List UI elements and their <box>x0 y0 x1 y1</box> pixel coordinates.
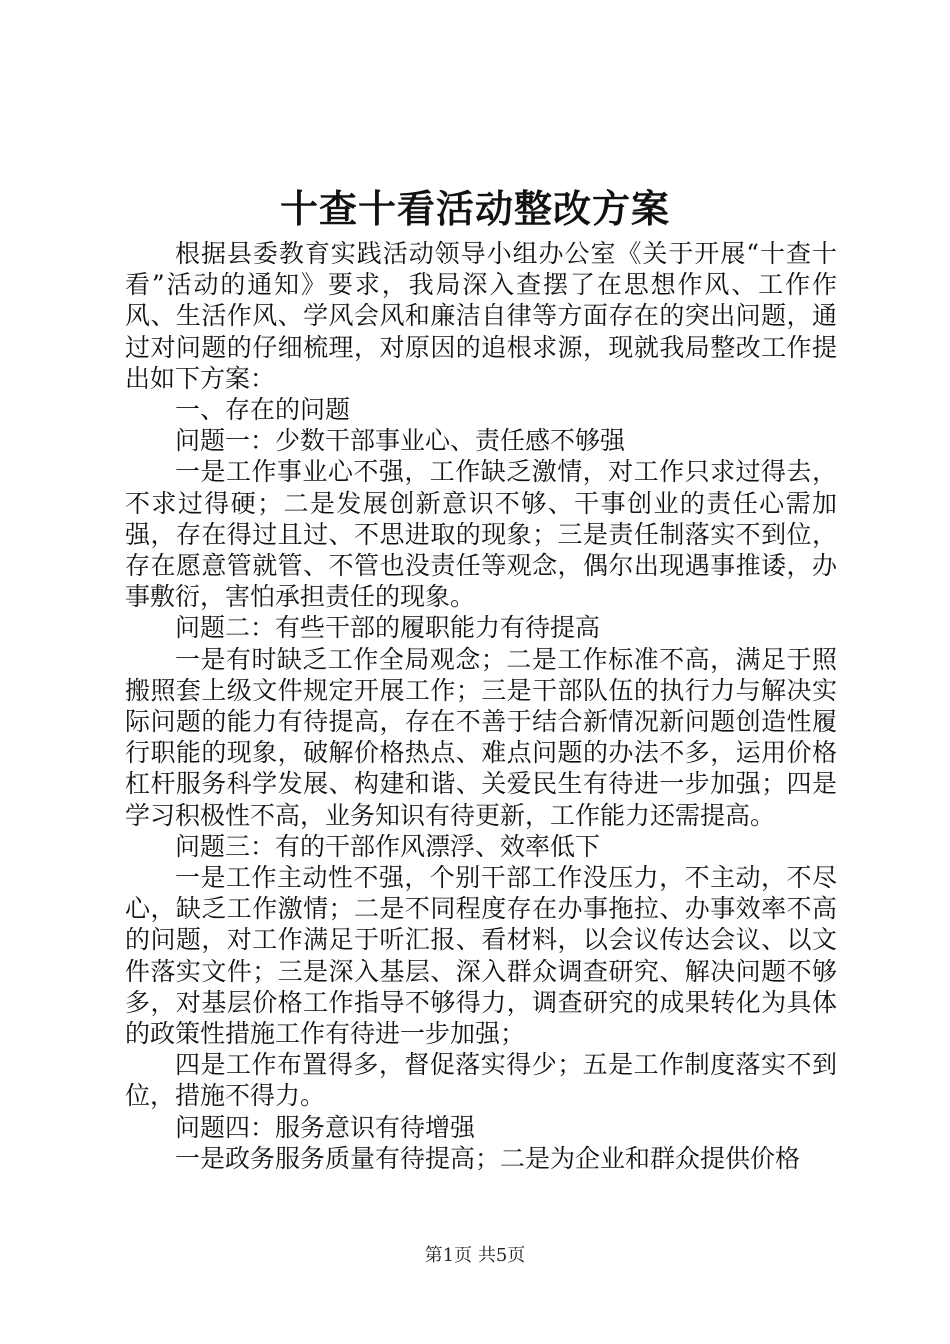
problem-paragraph: 四是工作布置得多，督促落实得少；五是工作制度落实不到位，措施不得力。 <box>125 1050 837 1111</box>
problem-paragraph: 一是工作主动性不强，个别干部工作没压力，不主动，不尽心，缺乏工作激情；二是不同程度存在办事拖拉、办事效率不高的问题，对工作满足于听汇报、看材料，以会议传达会议、以文件落实文件；三是深入基层、深入群众调查研究、解决问题不够多，对基层价格工作指导不够得力，调查研究的成果转化为具体的政策性措施工作有待进一步加强； <box>125 863 837 1049</box>
intro-paragraph: 根据县委教育实践活动领导小组办公室《关于开展“十查十看”活动的通知》要求，我局深入查摆了在思想作风、工作作风、生活作风、学风会风和廉洁自律等方面存在的突出问题，通过对问题的仔细梳理，对原因的追根求源，现就我局整改工作提出如下方案： <box>125 239 837 393</box>
problem-paragraph: 一是有时缺乏工作全局观念；二是工作标准不高，满足于照搬照套上级文件规定开展工作；三是干部队伍的执行力与解决实际问题的能力有待提高，存在不善于结合新情况新问题创造性履行职能的现象，破解价格热点、难点问题的办法不多，运用价格杠杆服务科学发展、构建和谐、关爱民生有待进一步加强；四是学习积极性不高，业务知识有待更新，工作能力还需提高。 <box>125 644 837 830</box>
problem-heading: 问题二：有些干部的履职能力有待提高 <box>175 613 601 643</box>
problem-paragraph: 一是政务服务质量有待提高；二是为企业和群众提供价格 <box>175 1143 801 1173</box>
problem-paragraph: 一是工作事业心不强，工作缺乏激情，对工作只求过得去，不求过得硬；二是发展创新意识不够、干事创业的责任心需加强，存在得过且过、不思进取的现象；三是责任制落实不到位，存在愿意管就管、不管也没责任等观念，偶尔出现遇事推诿，办事敷衍，害怕承担责任的现象。 <box>125 457 837 612</box>
section-heading: 一、存在的问题 <box>175 395 351 425</box>
page-number-footer: 第1页 共5页 <box>424 1245 526 1266</box>
problem-heading: 问题一：少数干部事业心、责任感不够强 <box>175 426 626 456</box>
document-title: 十查十看活动整改方案 <box>279 186 670 231</box>
problem-heading: 问题四：服务意识有待增强 <box>175 1112 476 1142</box>
problem-heading: 问题三：有的干部作风漂浮、效率低下 <box>175 831 601 861</box>
document-body <box>125 238 837 1174</box>
